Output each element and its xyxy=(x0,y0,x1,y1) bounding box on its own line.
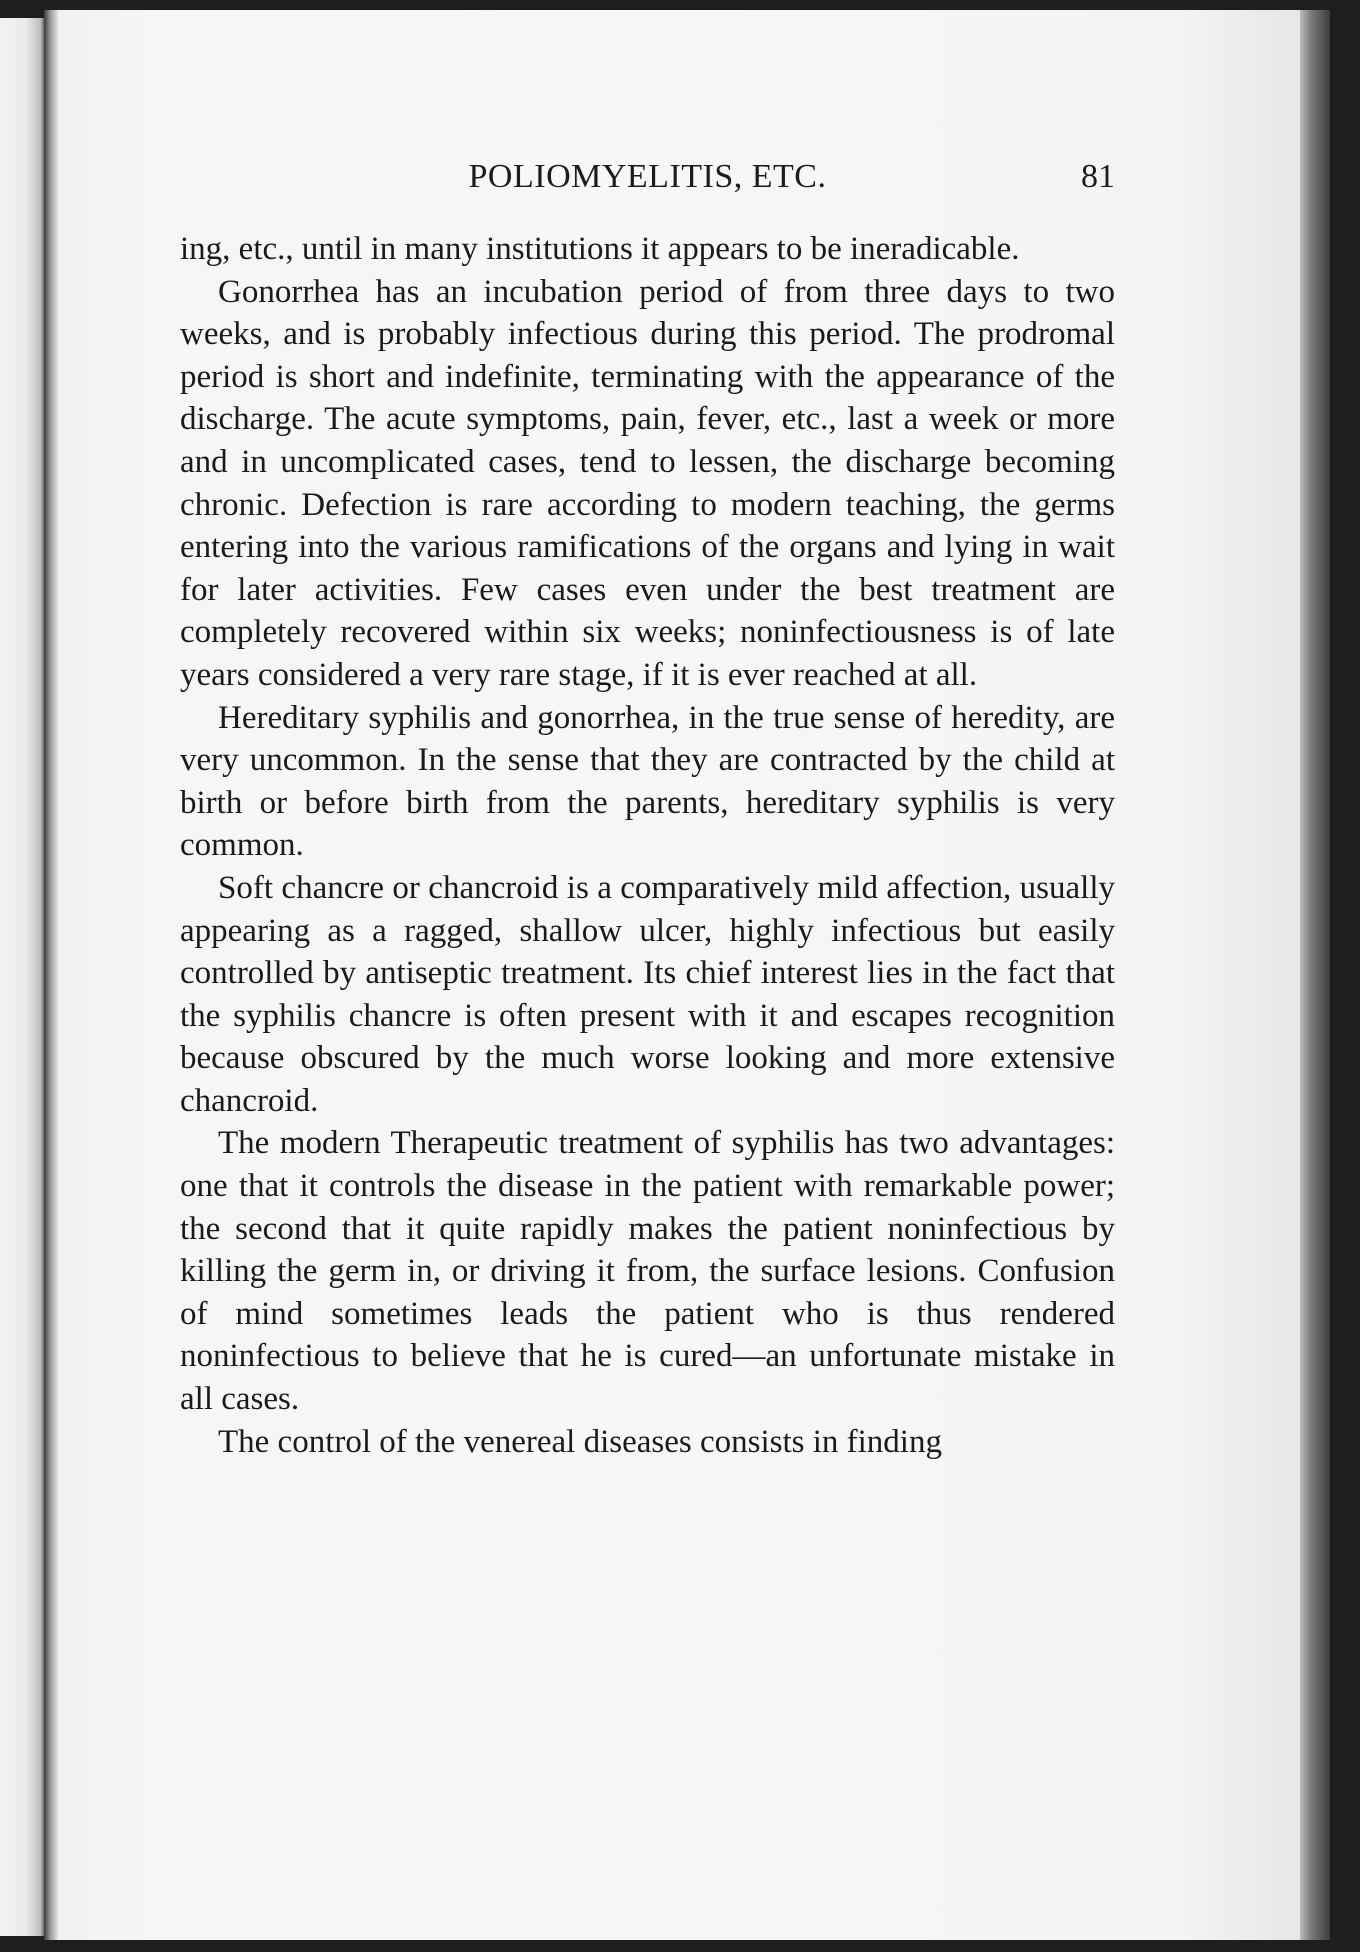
page-fore-edge xyxy=(1300,10,1330,1940)
paragraph-control: The control of the venereal diseases consists in finding xyxy=(218,1423,942,1460)
paragraph-gonorrhea: Gonorrhea has an incubation period of from three days to two weeks, and is probably infectious during this period. The prodromal period is short and indefinite, terminating with the appearance of the discharge. The acute symptoms, pain, fever, etc., last a week or more and in uncomplicated cases, tend to lessen, the discharge becoming chronic. Defection is rare according to modern teaching, the germs entering into the various ramifications of the organs and lying in wait for later activities. Few cases even under the best treatment are completely recovered within six weeks; noninfectiousness is of late years considered a very rare stage, if it is ever reached at all. xyxy=(180,273,1115,693)
page-number: 81 xyxy=(1081,158,1115,195)
body-text xyxy=(180,228,1115,1463)
facing-page-edge xyxy=(0,18,44,1936)
paragraph-chancroid: Soft chancre or chancroid is a comparatively mild affection, usually appearing as a ragged, shallow ulcer, highly infectious but easily controlled by antiseptic treatment. Its chief interest lies in the fact that the syphilis chancre is often present with it and escapes recognition because obscured by the much worse looking and more extensive chancroid. xyxy=(180,869,1115,1119)
paragraph-hereditary: Hereditary syphilis and gonorrhea, in the true sense of heredity, are very uncommon. In the sense that they are contracted by the child at birth or before birth from the parents, hereditary syphilis is very common. xyxy=(180,699,1115,864)
paragraph-treatment: The modern Therapeutic treatment of syphilis has two advantages: one that it controls the disease in the patient with remarkable power; the second that it quite rapidly makes the patient noninfectious by killing the germ in, or driving it from, the surface lesions. Confusion of mind sometimes leads the patient who is thus rendered noninfectious to believe that he is cured—an unfortunate mistake in all cases. xyxy=(180,1125,1115,1418)
gutter-shadow xyxy=(44,10,58,1940)
running-title: POLIOMYELITIS, ETC. xyxy=(468,158,827,195)
paragraph-continuation: ing, etc., until in many institutions it appears to be ineradicable. xyxy=(180,231,1020,267)
running-head xyxy=(180,158,1115,202)
